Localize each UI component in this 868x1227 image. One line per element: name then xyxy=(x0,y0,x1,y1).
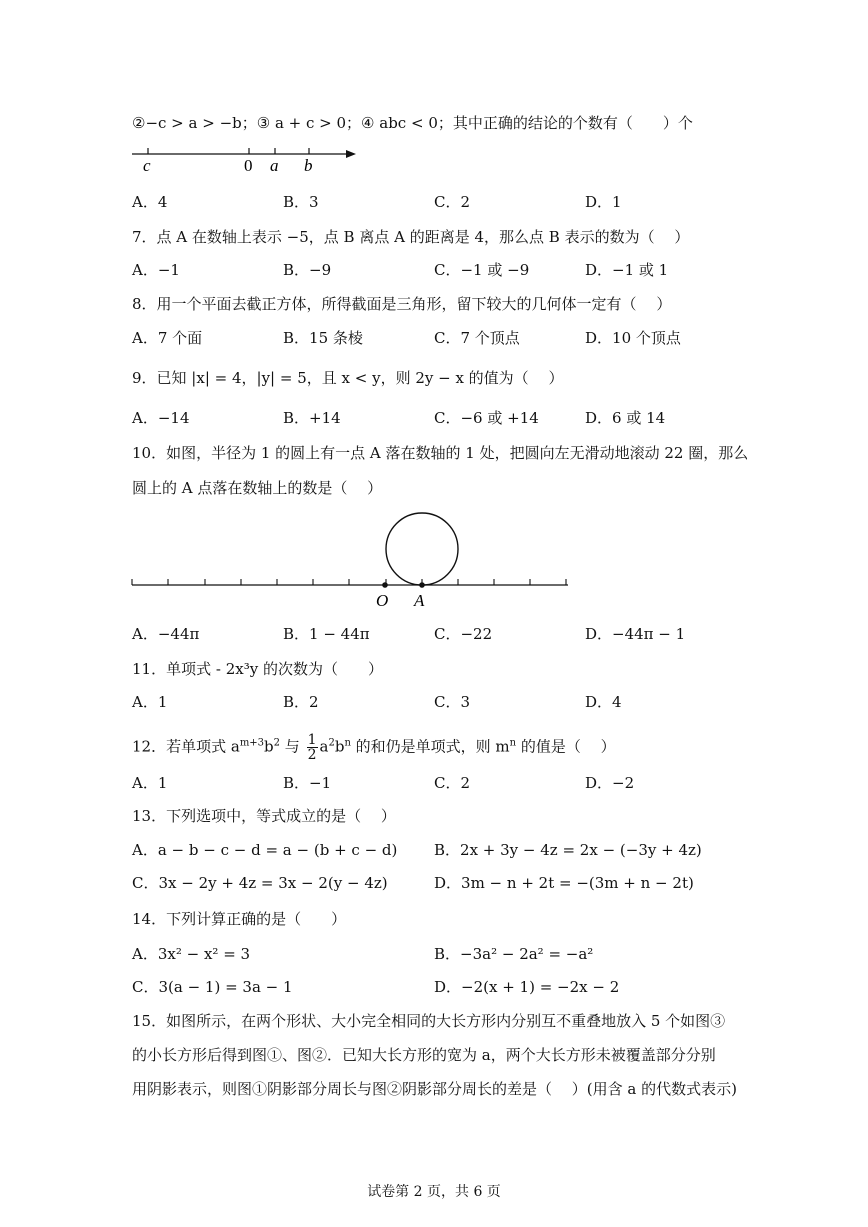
q9-option-d[interactable]: D．6 或 14 xyxy=(585,409,666,427)
q12-suffix: 的值是（ ） xyxy=(516,737,616,756)
q10-option-d[interactable]: D．−44π − 1 xyxy=(585,625,686,643)
q10-point-o xyxy=(382,582,388,588)
q13-stem: 13．下列选项中，等式成立的是（ ） xyxy=(132,807,396,825)
q10-option-c[interactable]: C．−22 xyxy=(434,625,493,643)
q10-stem-line2: 圆上的 A 点落在数轴上的数是（ ） xyxy=(132,479,383,497)
q7-option-b[interactable]: B．−9 xyxy=(283,261,332,279)
q9-option-a[interactable]: A．−14 xyxy=(132,409,190,427)
q12-b2: b xyxy=(334,737,345,756)
q10-ticks xyxy=(132,579,566,585)
q10-label-a: A xyxy=(414,591,425,610)
q12-frac-num: 1 xyxy=(307,732,317,748)
q10-circle xyxy=(386,513,458,585)
q15-line3: 用阴影表示，则图①阴影部分周长与图②阴影部分周长的差是（ ）(用含 a 的代数式表示) xyxy=(132,1080,737,1098)
q12-option-a[interactable]: A．1 xyxy=(132,774,168,792)
q13-option-c[interactable]: C．3x − 2y + 4z = 3x − 2(y − 4z) xyxy=(132,874,388,892)
q10-stem-line1: 10．如图，半径为 1 的圆上有一点 A 落在数轴的 1 处，把圆向左无滑动地滚动 22 圈，那么 xyxy=(132,444,749,462)
q11-option-c[interactable]: C．3 xyxy=(434,693,471,711)
q12-a: a xyxy=(319,737,329,756)
q12-stem xyxy=(132,733,616,762)
q7-option-d[interactable]: D．−1 或 1 xyxy=(585,261,669,279)
q9-option-b[interactable]: B．+14 xyxy=(283,409,341,427)
q13-option-d[interactable]: D．3m − n + 2t = −(3m + n − 2t) xyxy=(434,874,694,892)
q14-option-c[interactable]: C．3(a − 1) = 3a − 1 xyxy=(132,978,293,996)
q7-option-c[interactable]: C．−1 或 −9 xyxy=(434,261,530,279)
q14-option-d[interactable]: D．−2(x + 1) = −2x − 2 xyxy=(434,978,620,996)
q12-fraction xyxy=(307,733,318,762)
q6-option-d[interactable]: D．1 xyxy=(585,193,622,211)
q12-exp-n: n xyxy=(344,737,351,749)
q6-label-b: b xyxy=(304,156,313,175)
q8-option-a[interactable]: A．7 个面 xyxy=(132,329,203,347)
q12-exp-mn: n xyxy=(509,737,517,749)
q12-frac-den: 2 xyxy=(307,747,317,763)
q10-option-a[interactable]: A．−44π xyxy=(132,625,200,643)
q10-figure xyxy=(0,500,868,620)
q10-point-a xyxy=(419,582,425,588)
q12-exp-2: 2 xyxy=(273,737,281,749)
q14-stem: 14．下列计算正确的是（ ） xyxy=(132,910,347,928)
q8-option-d[interactable]: D．10 个顶点 xyxy=(585,329,681,347)
q13-option-a[interactable]: A．a − b − c − d = a − (b + c − d) xyxy=(132,841,398,859)
q12-mid: 的和仍是单项式，则 m xyxy=(350,737,510,756)
q11-stem: 11．单项式 - 2x³y 的次数为（ ） xyxy=(132,660,383,678)
q6-option-b[interactable]: B．3 xyxy=(283,193,319,211)
q14-option-b[interactable]: B．−3a² − 2a² = −a² xyxy=(434,945,594,963)
q6-label-c: c xyxy=(143,156,151,175)
q6-option-c[interactable]: C．2 xyxy=(434,193,471,211)
q9-option-c[interactable]: C．−6 或 +14 xyxy=(434,409,539,427)
q12-b: b xyxy=(264,737,274,756)
q8-option-c[interactable]: C．7 个顶点 xyxy=(434,329,520,347)
q12-stem-prefix: 12．若单项式 a xyxy=(132,737,240,756)
q12-with: 与 xyxy=(280,737,305,756)
q10-option-b[interactable]: B．1 − 44π xyxy=(283,625,370,643)
q11-option-a[interactable]: A．1 xyxy=(132,693,168,711)
q13-option-b[interactable]: B．2x + 3y − 4z = 2x − (−3y + 4z) xyxy=(434,841,702,859)
q6-label-a: a xyxy=(270,156,279,175)
q8-option-b[interactable]: B．15 条棱 xyxy=(283,329,363,347)
q15-line2: 的小长方形后得到图①、图②．已知大长方形的宽为 a，两个大长方形未被覆盖部分分别 xyxy=(132,1046,716,1064)
q9-stem: 9．已知 |x| = 4，|y| = 5，且 x < y，则 2y − x 的值为（ ） xyxy=(132,369,564,387)
q11-option-d[interactable]: D．4 xyxy=(585,693,622,711)
q7-stem: 7．点 A 在数轴上表示 −5，点 B 离点 A 的距离是 4，那么点 B 表示的数为（ ） xyxy=(132,228,690,246)
q6-stem: ②−c > a > −b；③ a + c > 0；④ abc < 0；其中正确的结论的个数有（ ）个 xyxy=(132,114,693,132)
q6-label-0: 0 xyxy=(244,156,253,175)
q14-option-a[interactable]: A．3x² − x² = 3 xyxy=(132,945,251,963)
q11-option-b[interactable]: B．2 xyxy=(283,693,319,711)
q12-option-d[interactable]: D．−2 xyxy=(585,774,635,792)
q15-line1: 15．如图所示，在两个形状、大小完全相同的大长方形内分别互不重叠地放入 5 个如图③ xyxy=(132,1012,726,1030)
q7-option-a[interactable]: A．−1 xyxy=(132,261,180,279)
q6-option-a[interactable]: A．4 xyxy=(132,193,168,211)
q10-label-o: O xyxy=(376,591,389,610)
page-footer: 试卷第 2 页，共 6 页 xyxy=(367,1184,501,1200)
q8-stem: 8．用一个平面去截正方体，所得截面是三角形，留下较大的几何体一定有（ ） xyxy=(132,295,672,313)
q12-option-b[interactable]: B．−1 xyxy=(283,774,332,792)
q12-option-c[interactable]: C．2 xyxy=(434,774,471,792)
q12-exp-a2: 2 xyxy=(328,737,335,749)
q12-exp-m3: m+3 xyxy=(239,737,265,749)
